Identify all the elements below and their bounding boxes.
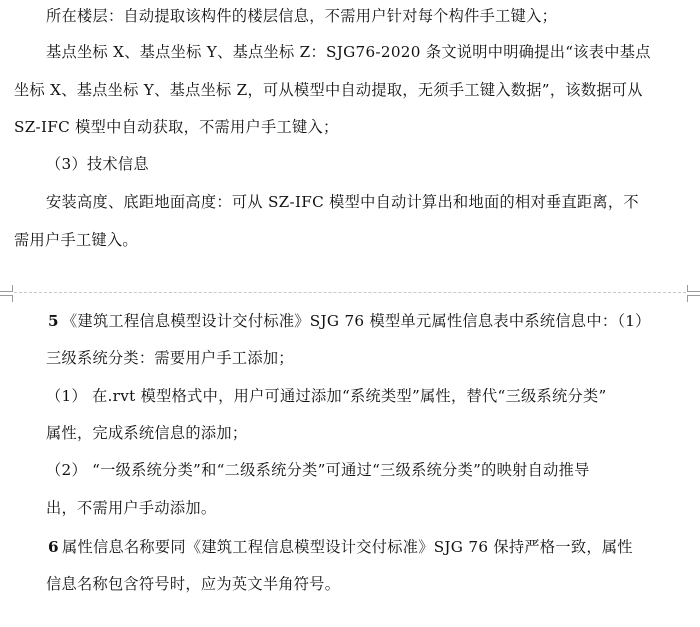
item-6-line2: 信息名称包含符号时，应为英文半角符号。 <box>46 575 341 593</box>
item-5-line2: 三级系统分类：需要用户手工添加； <box>46 349 294 367</box>
paragraph-base-coordinates-line3: SZ-IFC 模型中自动获取，不需用户手工键入； <box>14 118 339 136</box>
paragraph-base-coordinates-line1: 基点坐标 X、基点坐标 Y、基点坐标 Z：SJG76-2020 条文说明中明确提出“该表中基点 <box>46 43 651 61</box>
sub-item-2-line2: 出，不需用户手动添加。 <box>46 499 217 517</box>
page-break <box>0 283 700 303</box>
item-5-number: 5 <box>48 312 59 330</box>
sub-item-2-line1: （2） “一级系统分类”和“二级系统分类”可通过“三级系统分类”的映射自动推导 <box>46 461 590 479</box>
item-5-line1: 《建筑工程信息模型设计交付标准》SJG 76 模型单元属性信息表中系统信息中：（1） <box>62 312 651 330</box>
item-6-number: 6 <box>48 538 59 556</box>
page-corner-mark <box>687 295 700 302</box>
paragraph-base-coordinates-line2: 坐标 X、基点坐标 Y、基点坐标 Z，可从模型中自动提取，无须手工键入数据”，该数据可从 <box>14 81 643 99</box>
sub-item-1-line1: （1） 在.rvt 模型格式中，用户可通过添加“系统类型”属性，替代“三级系统分类” <box>46 387 607 405</box>
page-corner-mark <box>687 285 700 292</box>
sub-item-1-line2: 属性，完成系统信息的添加； <box>46 424 248 442</box>
page-break-line <box>14 292 686 293</box>
paragraph-install-height-line1: 安装高度、底距地面高度：可从 SZ-IFC 模型中自动计算出和地面的相对垂直距离，不 <box>46 193 639 211</box>
heading-technical-info: （3）技术信息 <box>46 155 149 173</box>
item-6-line1: 属性信息名称要同《建筑工程信息模型设计交付标准》SJG 76 保持严格一致，属性 <box>62 538 633 556</box>
paragraph-floor-info: 所在楼层：自动提取该构件的楼层信息，不需用户针对每个构件手工键入； <box>46 7 558 25</box>
paragraph-install-height-line2: 需用户手工键入。 <box>14 231 138 249</box>
page-corner-mark <box>0 285 13 292</box>
page-corner-mark <box>0 295 13 302</box>
